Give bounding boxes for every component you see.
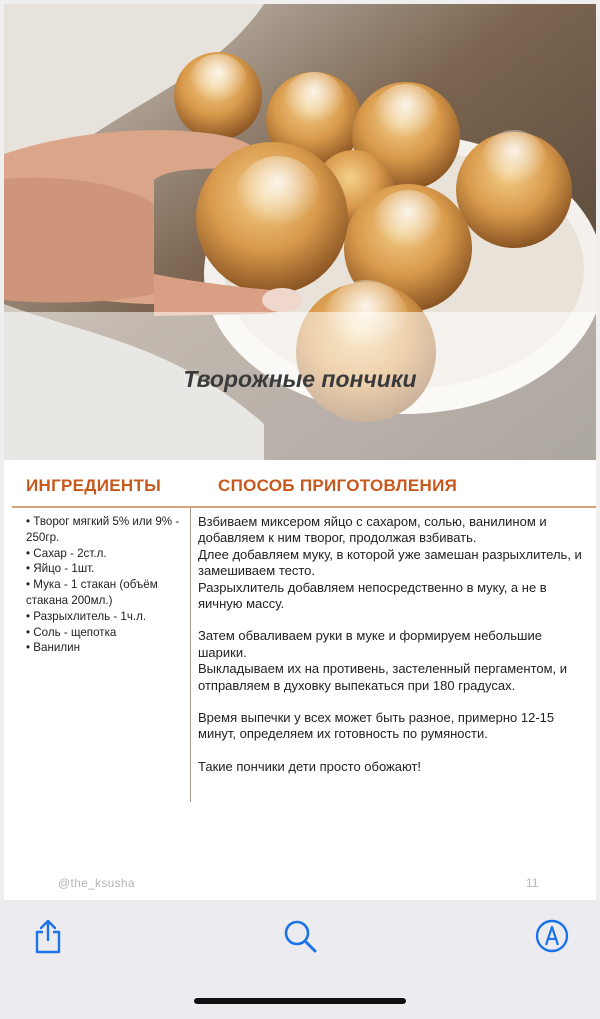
- home-indicator[interactable]: [194, 998, 406, 1004]
- method-paragraph: [198, 628, 584, 694]
- markup-button[interactable]: [534, 918, 570, 954]
- ingredient-item: • Разрыхлитель - 1ч.л.: [26, 609, 147, 623]
- method-heading: СПОСОБ ПРИГОТОВЛЕНИЯ: [218, 476, 458, 495]
- search-icon: [282, 918, 318, 954]
- ingredient-item: • Творог мягкий 5% или 9% - 250гр.: [26, 515, 180, 544]
- method-paragraph: [198, 710, 584, 743]
- search-button[interactable]: [282, 918, 318, 954]
- ingredient-item: • Ванилин: [26, 641, 80, 655]
- heading-divider: [12, 506, 596, 508]
- markup-icon: [534, 918, 570, 954]
- method-line: Время выпечки у всех может быть разное, примерно 12-15 минут, определяем их готовность по румяности.: [198, 710, 555, 742]
- method-line: Взбиваем миксером яйцо с сахаром, солью, ванилином и добавляем к ним творог, продолжая взбивать.: [198, 514, 547, 546]
- method-paragraph: [198, 759, 584, 775]
- ingredients-list: [26, 514, 188, 656]
- column-divider: [190, 508, 191, 802]
- share-button[interactable]: [30, 918, 66, 954]
- ingredient-item: • Яйцо - 1шт.: [26, 562, 95, 576]
- method-line: Разрыхлитель добавляем непосредственно в муку, а не в яичную массу.: [198, 579, 547, 612]
- document-page: [4, 4, 596, 900]
- method-line: Затем обваливаем руки в муке и формируем небольшие шарики.: [198, 628, 542, 660]
- ingredient-item: • Сахар - 2ст.л.: [26, 546, 107, 560]
- share-icon: [30, 918, 66, 954]
- author-handle: @the_ksusha: [58, 876, 135, 890]
- recipe-title: Творожные пончики: [183, 366, 417, 392]
- ingredient-item: • Соль - щепотка: [26, 625, 117, 639]
- method-line: Такие пончики дети просто обожают!: [198, 758, 421, 774]
- method-paragraph: [198, 514, 584, 612]
- method-line: Выкладываем их на противень, застеленный пергаментом, и отправляем в духовку выпекаться при 180 градусах.: [198, 661, 568, 693]
- method-line: Длее добавляем муку, в которой уже замешан разрыхлитель, и замешиваем тесто.: [198, 546, 582, 579]
- ingredient-item: • Мука - 1 стакан (объём стакана 200мл.): [26, 578, 158, 607]
- ingredients-heading: ИНГРЕДИЕНТЫ: [26, 476, 162, 495]
- page-number: 11: [526, 876, 539, 890]
- method-text: [198, 514, 584, 791]
